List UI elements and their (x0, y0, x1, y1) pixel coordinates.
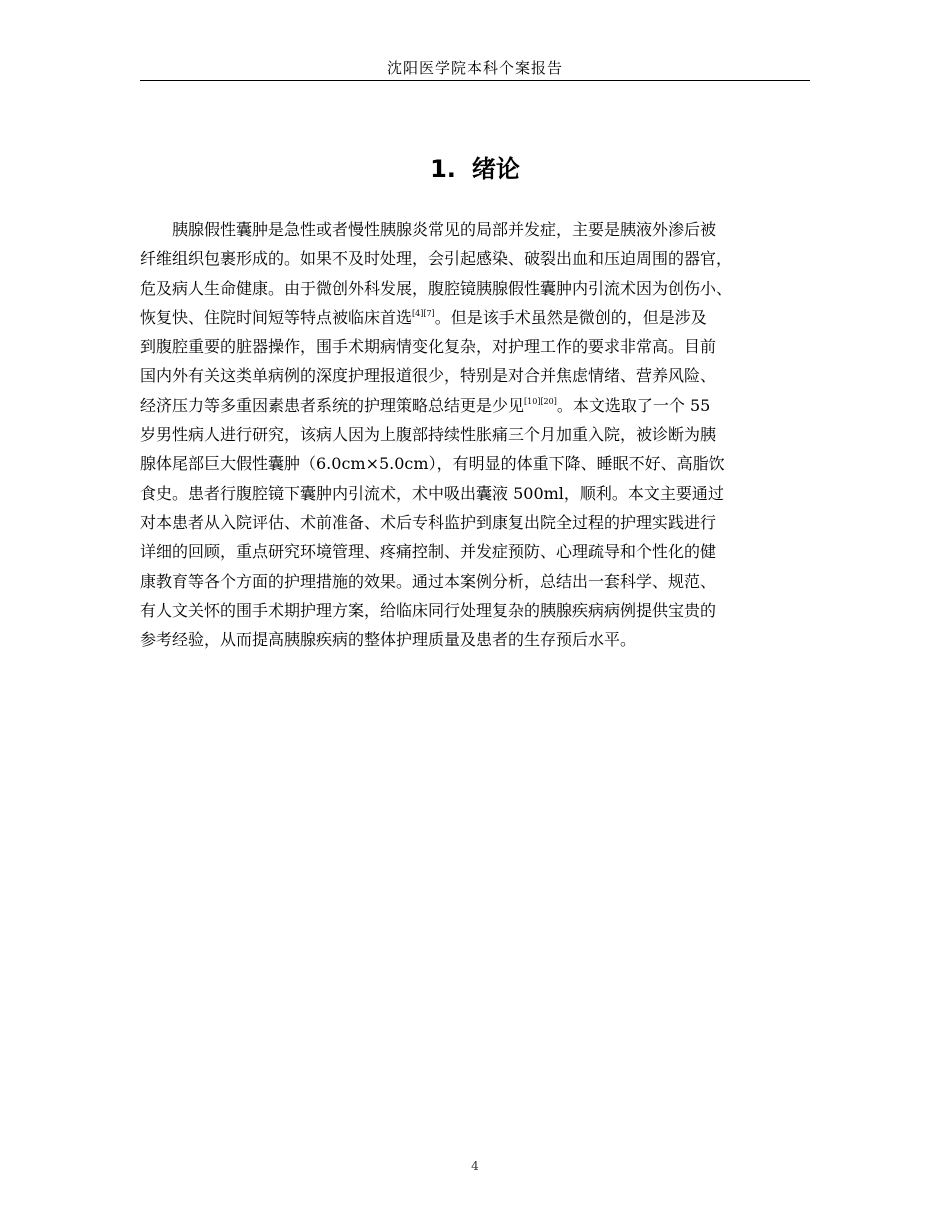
paragraph-line: 参考经验，从而提高胰腺疾病的整体护理质量及患者的生存预后水平。 (140, 630, 637, 650)
paragraph-line: 详细的回顾，重点研究环境管理、疼痛控制、并发症预防、心理疏导和个性化的健 (140, 542, 717, 562)
paragraph-line: 有人文关怀的围手术期护理方案，给临床同行处理复杂的胰腺疾病病例提供宝贵的 (140, 600, 717, 620)
citation: [10][20] (524, 396, 557, 406)
body-paragraph (140, 215, 815, 654)
paragraph-line: 对本患者从入院评估、术前准备、术后专科监护到康复出院全过程的护理实践进行 (140, 512, 717, 532)
paragraph-line (140, 303, 815, 332)
paragraph-line (140, 391, 815, 420)
paragraph-line: 康教育等各个方面的护理措施的效果。通过本案例分析，总结出一套科学、规范、 (140, 571, 717, 591)
paragraph-line: 纤维组织包裹形成的。如果不及时处理，会引起感染、破裂出血和压迫周围的器官， (140, 249, 733, 269)
section-heading: 绪论 (471, 155, 520, 183)
paragraph-line: 到腹腔重要的脏器操作，围手术期病情变化复杂，对护理工作的要求非常高。目前 (140, 337, 717, 357)
citation: [4][7] (412, 308, 435, 318)
paragraph-line: 岁男性病人进行研究，该病人因为上腹部持续性胀痛三个月加重入院，被诊断为胰 (140, 425, 717, 445)
paragraph-line: 危及病人生命健康。由于微创外科发展，腹腔镜胰腺假性囊肿内引流术因为创伤小、 (140, 278, 733, 298)
page-number: 4 (471, 1159, 479, 1173)
paragraph-text: 经济压力等多重因素患者系统的护理策略总结更是少见 (140, 395, 525, 415)
header-rule (140, 80, 810, 81)
paragraph-text: 恢复快、住院时间短等特点被临床首选 (140, 307, 413, 327)
section-title (140, 152, 810, 186)
running-header: 沈阳医学院本科个案报告 (386, 59, 563, 77)
paragraph-line: 腺体尾部巨大假性囊肿（6.0cm×5.0cm），有明显的体重下降、睡眠不好、高脂饮 (140, 454, 725, 474)
paragraph-line: 胰腺假性囊肿是急性或者慢性胰腺炎常见的局部并发症，主要是胰液外渗后被 (172, 220, 717, 239)
section-number: 1. (430, 155, 456, 183)
paragraph-line: 国内外有关这类单病例的深度护理报道很少，特别是对合并焦虑情绪、营养风险、 (140, 366, 717, 386)
paragraph-text: 。本文选取了一个 55 (556, 395, 711, 415)
paragraph-text: 。但是该手术虽然是微创的，但是涉及 (434, 307, 707, 327)
paragraph-line: 食史。患者行腹腔镜下囊肿内引流术，术中吸出囊液 500ml，顺利。本文主要通过 (140, 483, 724, 503)
